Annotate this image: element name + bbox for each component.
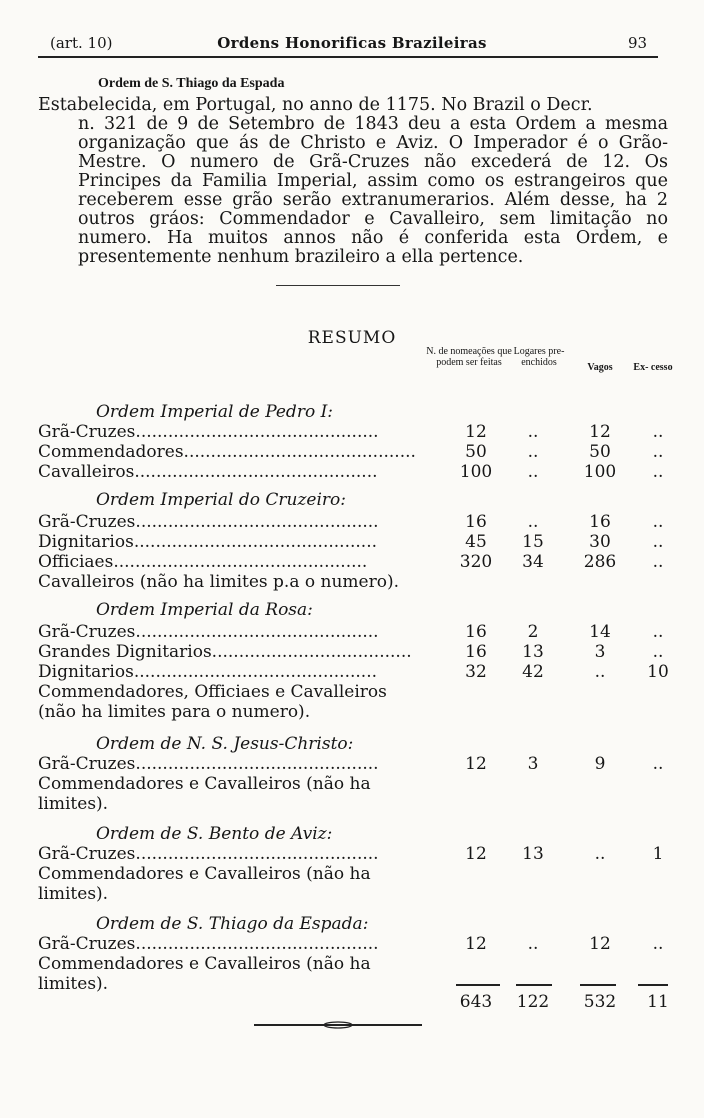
cell-preenchidos: 34 (522, 552, 544, 572)
row-label: Commendadores........................................... (38, 442, 416, 462)
row-label: Grã-Cruzes............................................. (38, 512, 379, 532)
cell-excesso: .. (652, 512, 664, 532)
end-ornament-rule (254, 1021, 422, 1029)
cell-preenchidos: .. (527, 462, 539, 482)
header-article-ref: (art. 10) (50, 34, 113, 52)
cell-nomeacoes: 16 (465, 622, 487, 642)
total-excesso: 11 (647, 992, 669, 1012)
cell-nomeacoes: 320 (459, 552, 493, 572)
cell-excesso: .. (652, 462, 664, 482)
total-rule (456, 984, 500, 986)
cell-preenchidos: .. (527, 512, 539, 532)
cell-preenchidos: 15 (522, 532, 544, 552)
cell-nomeacoes: 50 (465, 442, 487, 462)
row-label: Grã-Cruzes............................................. (38, 422, 379, 442)
row-label: Commendadores e Cavalleiros (não ha limites). (38, 774, 371, 814)
row-label: Dignitarios............................................. (38, 532, 377, 552)
cell-excesso: .. (652, 642, 664, 662)
cell-excesso: .. (652, 754, 664, 774)
cell-excesso: 1 (652, 844, 664, 864)
cell-preenchidos: .. (527, 422, 539, 442)
cell-excesso: .. (652, 552, 664, 572)
total-rule (580, 984, 616, 986)
row-label: Commendadores e Cavalleiros (não ha limites). (38, 864, 371, 904)
cell-vagos: 12 (589, 934, 611, 954)
cell-vagos: 100 (583, 462, 617, 482)
row-label: Grã-Cruzes............................................. (38, 934, 379, 954)
column-header-vagos: Vagos (587, 362, 613, 373)
cell-preenchidos: 3 (527, 754, 539, 774)
cell-nomeacoes: 45 (465, 532, 487, 552)
cell-vagos: 12 (589, 422, 611, 442)
total-rule (638, 984, 668, 986)
page-number: 93 (628, 34, 648, 52)
cell-vagos: 16 (589, 512, 611, 532)
column-header-excesso: Ex- cesso (633, 362, 673, 373)
cell-excesso: .. (652, 442, 664, 462)
row-label: Grandes Dignitarios..................................... (38, 642, 412, 662)
cell-preenchidos: 42 (522, 662, 544, 682)
header-rule (38, 56, 658, 58)
cell-preenchidos: 13 (522, 844, 544, 864)
cell-nomeacoes: 100 (459, 462, 493, 482)
cell-excesso: .. (652, 422, 664, 442)
row-label: Grã-Cruzes............................................. (38, 844, 379, 864)
cell-preenchidos: 13 (522, 642, 544, 662)
cell-vagos: 14 (589, 622, 611, 642)
paragraph-body: n. 321 de 9 de Setembro de 1843 deu a esta Ordem a mesma organização que ás de Christo e Aviz. O Imperador é o Grão-Mestre. O numero de Grã-Cruzes não excederá de 12. Os Principes da Familia Imperial, assim como os estrangeiros que receberem esse grão serão extranumerarios. Além desse, ha 2 outros gráos: Commendador e Cavalleiro, sem limitação no numero. Ha muitos annos não é conferida esta Ordem, e presentemente nenhum brazileiro a ella pertence. (78, 114, 668, 267)
cell-vagos: 3 (594, 642, 606, 662)
row-label: Dignitarios............................................. (38, 662, 377, 682)
row-label: Grã-Cruzes............................................. (38, 754, 379, 774)
cell-nomeacoes: 16 (465, 642, 487, 662)
cell-vagos: 30 (589, 532, 611, 552)
order-title: Ordem de S. Bento de Aviz: (96, 824, 333, 844)
cell-excesso: .. (652, 622, 664, 642)
order-title: Ordem Imperial de Pedro I: (96, 402, 334, 422)
resumo-title: RESUMO (307, 328, 397, 348)
cell-vagos: 50 (589, 442, 611, 462)
column-header-preenchidos: Logares pre- enchidos (513, 346, 565, 368)
section-title: Ordem de S. Thiago da Espada (98, 76, 285, 91)
row-label: Officiaes............................................... (38, 552, 368, 572)
order-title: Ordem Imperial do Cruzeiro: (96, 490, 346, 510)
cell-preenchidos: 2 (527, 622, 539, 642)
cell-excesso: .. (652, 934, 664, 954)
cell-vagos: 286 (583, 552, 617, 572)
separator-rule (276, 285, 400, 286)
cell-nomeacoes: 12 (465, 844, 487, 864)
cell-vagos: .. (594, 844, 606, 864)
cell-excesso: 10 (647, 662, 669, 682)
order-title: Ordem de S. Thiago da Espada: (96, 914, 369, 934)
cell-nomeacoes: 32 (465, 662, 487, 682)
cell-vagos: 9 (594, 754, 606, 774)
order-title: Ordem Imperial da Rosa: (96, 600, 313, 620)
total-vagos: 532 (583, 992, 617, 1012)
row-label: Commendadores, Officiaes e Cavalleiros (não ha limites para o numero). (38, 682, 387, 722)
cell-nomeacoes: 12 (465, 934, 487, 954)
total-nomeacoes: 643 (459, 992, 493, 1012)
cell-nomeacoes: 12 (465, 754, 487, 774)
cell-preenchidos: .. (527, 442, 539, 462)
cell-nomeacoes: 12 (465, 422, 487, 442)
body-paragraph (38, 96, 668, 267)
cell-preenchidos: .. (527, 934, 539, 954)
cell-nomeacoes: 16 (465, 512, 487, 532)
total-rule (516, 984, 552, 986)
row-label: Cavalleiros (não ha limites p.a o numero). (38, 572, 399, 592)
cell-excesso: .. (652, 532, 664, 552)
total-preenchidos: 122 (516, 992, 550, 1012)
running-title: Ordens Honorificas Brazileiras (217, 34, 487, 52)
row-label: Commendadores e Cavalleiros (não ha limites). (38, 954, 371, 994)
row-label: Cavalleiros............................................. (38, 462, 378, 482)
paragraph-first-line: Estabelecida, em Portugal, no anno de 1175. No Brazil o Decr. (38, 95, 593, 115)
row-label: Grã-Cruzes............................................. (38, 622, 379, 642)
order-title: Ordem de N. S. Jesus-Christo: (96, 734, 354, 754)
cell-vagos: .. (594, 662, 606, 682)
column-header-nomeacoes: N. de nomeações que podem ser feitas (426, 346, 512, 368)
